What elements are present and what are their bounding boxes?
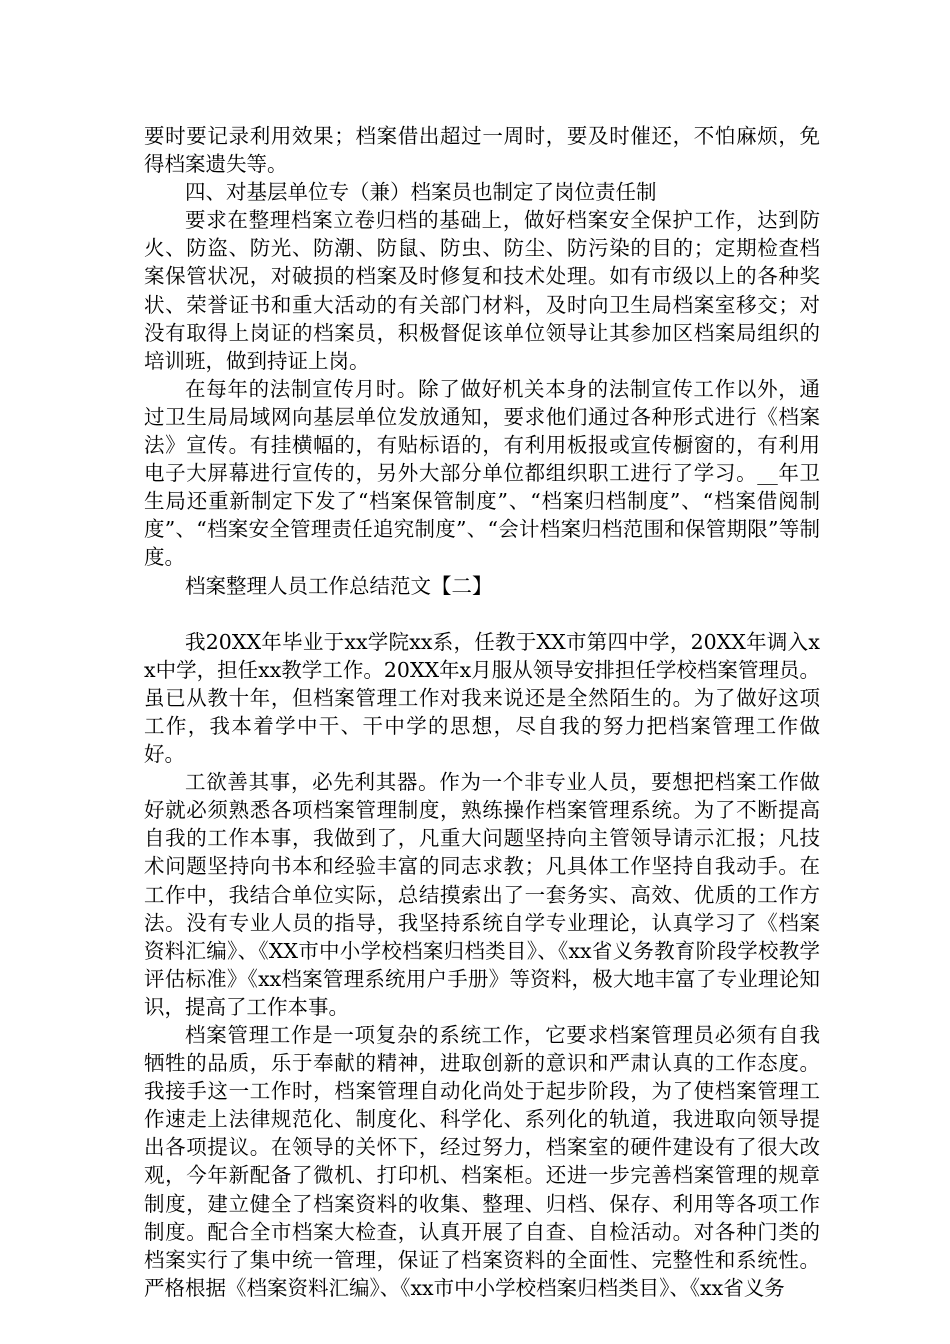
blank-line — [144, 600, 820, 628]
paragraph-introduction: 我20XX年毕业于xx学院xx系，任教于XX市第四中学，20XX年调入xx中学，担任xx教学工作。20XX年x月服从领导安排担任学校档案管理员。虽已从教十年，但档案管理工作对我来说还是全然陌生的。为了做好这项工作，我本着学中干、干中学的思想，尽自我的努力把档案管理工作做好。 — [144, 629, 820, 767]
paragraph-continuation: 要时要记录利用效果；档案借出超过一周时，要及时催还，不怕麻烦，免得档案遗失等。 — [144, 124, 820, 177]
article-title-two: 档案整理人员工作总结范文【二】 — [185, 573, 493, 598]
paragraph-legal-publicity: 在每年的法制宣传月时。除了做好机关本身的法制宣传工作以外，通过卫生局局域网向基层单位发放通知，要求他们通过各种形式进行《档案法》宣传。有挂横幅的，有贴标语的，有利用板报或宣传橱窗的，有利用电子大屏幕进行宣传的，另外大部分单位都组织职工进行了学习。__年卫生局还重新制定下发了“档案保管制度”、“档案归档制度”、“档案借阅制度”、“档案安全管理责任追究制度”、“会计档案归档范围和保管期限”等制度。 — [144, 376, 820, 570]
document-page — [144, 122, 820, 1302]
section-heading-four: 四、对基层单位专（兼）档案员也制定了岗位责任制 — [185, 180, 657, 205]
paragraph-system-work: 档案管理工作是一项复杂的系统工作，它要求档案管理员必须有自我牺牲的品质，乐于奉献的精神，进取创新的意识和严肃认真的工作态度。我接手这一工作时，档案管理自动化尚处于起步阶段，为了使档案管理工作速走上法律规范化、制度化、科学化、系列化的轨道，我进取向领导提出各项提议。在领导的关怀下，经过努力，档案室的硬件建设有了很大改观，今年新配备了微机、打印机、档案柜。还进一步完善档案管理的规章制度，建立健全了档案资料的收集、整理、归档、保存、利用等各项工作制度。配合全市档案大检查，认真开展了自查、自检活动。对各种门类的档案实行了集中统一管理，保证了档案资料的全面性、完整性和系统性。严格根据《档案资料汇编》、《xx市中小学校档案归档类目》、《xx省义务 — [144, 1023, 820, 1300]
paragraph-archive-safety: 要求在整理档案立卷归档的基础上，做好档案安全保护工作，达到防火、防盗、防光、防潮、防鼠、防虫、防尘、防污染的目的；定期检查档案保管状况，对破损的档案及时修复和技术处理。如有市级以上的各种奖状、荣誉证书和重大活动的有关部门材料，及时向卫生局档案室移交；对没有取得上岗证的档案员，积极督促该单位领导让其参加区档案局组织的培训班，做到持证上岗。 — [144, 208, 820, 373]
paragraph-self-study: 工欲善其事，必先利其器。作为一个非专业人员，要想把档案工作做好就必须熟悉各项档案管理制度，熟练操作档案管理系统。为了不断提高自我的工作本事，我做到了，凡重大问题坚持向主管领导请示汇报；凡技术问题坚持向书本和经验丰富的同志求教；凡具体工作坚持自我动手。在工作中，我结合单位实际，总结摸索出了一套务实、高效、优质的工作方法。没有专业人员的指导，我坚持系统自学专业理论，认真学习了《档案资料汇编》、《XX市中小学校档案归档类目》、《xx省义务教育阶段学校教学评估标准》《xx档案管理系统用户手册》等资料，极大地丰富了专业理论知识，提高了工作本事。 — [144, 770, 820, 1019]
